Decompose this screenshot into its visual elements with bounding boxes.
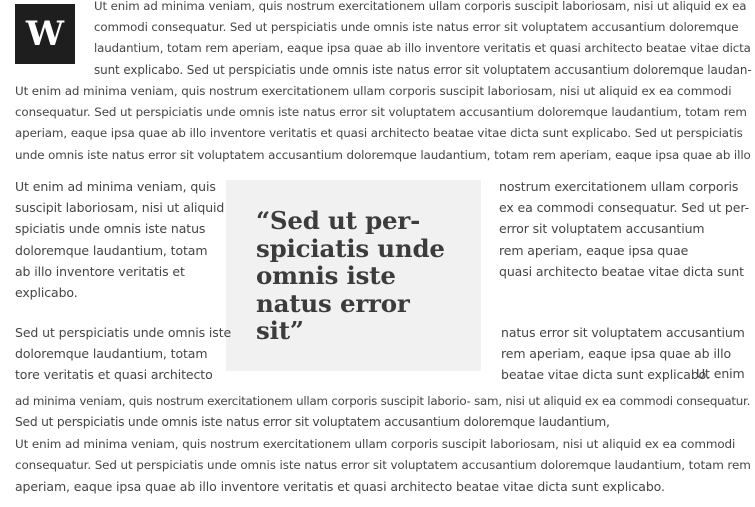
drop-cap: W (15, 4, 75, 64)
text-line: ad minima veniam, quis nostrum exercitationem ullam corporis suscipit laborio- sam, nisi ut aliquid ex ea commodi consequatur. (15, 394, 751, 408)
text-line: ex ea commodi consequatur. Sed ut per- (499, 200, 749, 216)
text-line: Ut enim (696, 366, 745, 381)
text-line: tore veritatis et quasi architecto (15, 367, 213, 383)
text-line: consequatur. Sed ut perspiciatis unde omnis iste natus error sit voluptatem accusantium doloremque laudantium, totam rem (15, 458, 751, 473)
text-line: sunt explicabo. Sed ut perspiciatis unde omnis iste natus error sit voluptatem accusantium doloremque laudan- (94, 62, 752, 77)
body-paragraph (15, 434, 751, 498)
text-line: Sed ut perspiciatis unde omnis iste natus error sit voluptatem accusantium doloremque laudantium, (15, 415, 610, 430)
left-column-text (15, 322, 231, 386)
text-line: error sit voluptatem accusantium (499, 221, 705, 237)
pull-quote: “Sed ut per- spiciatis unde omnis iste natus error sit” (256, 206, 445, 345)
text-line: suscipit laboriosam, nisi ut aliquid (15, 200, 225, 216)
left-column-text (15, 176, 224, 303)
text-line: aperiam, eaque ipsa quae ab illo inventore veritatis et quasi architecto beatae vitae dicta sunt explicabo. (15, 479, 665, 495)
text-line: beatae vitae dicta sunt explicabo. (501, 367, 710, 383)
body-paragraph (15, 391, 750, 433)
text-line: doloremque laudantium, totam (15, 346, 208, 362)
text-line: Sed ut perspiciatis unde omnis iste (15, 325, 232, 340)
pull-quote-box (226, 180, 481, 371)
text-line: ab illo inventore veritatis et (15, 263, 185, 279)
text-line: laudantium, totam rem aperiam, eaque ipsa quae ab illo inventore veritatis et quasi architecto beatae vitae dicta (94, 41, 751, 56)
text-line: quasi architecto beatae vitae dicta sunt (499, 263, 744, 279)
text-line: doloremque laudantium, totam (15, 242, 208, 258)
text-line: explicabo. (15, 285, 78, 301)
text-line: rem aperiam, eaque ipsa quae ab illo (501, 346, 732, 362)
text-line: commodi consequatur. Sed ut perspiciatis unde omnis iste natus error sit voluptatem accusantium doloremque (94, 20, 739, 35)
text-line: Ut enim ad minima veniam, quis nostrum exercitationem ullam corporis suscipit laboriosam, nisi ut aliquid ex ea commodi (15, 84, 732, 98)
text-line: aperiam, eaque ipsa quae ab illo inventore veritatis et quasi architecto beatae vitae dicta sunt explicabo. Sed ut perspiciatis (15, 126, 743, 141)
text-line: natus error sit voluptatem accusantium (501, 325, 745, 340)
text-line: rem aperiam, eaque ipsa quae (499, 242, 689, 258)
right-column-text (499, 176, 749, 282)
body-paragraph (15, 81, 751, 166)
text-line: nostrum exercitationem ullam corporis (499, 179, 739, 194)
text-line: consequatur. Sed ut perspiciatis unde omnis iste natus error sit voluptatem accusantium doloremque laudantium, totam rem (15, 105, 747, 120)
intro-paragraph (94, 0, 752, 81)
text-line: Ut enim ad minima veniam, quis nostrum exercitationem ullam corporis suscipit laboriosam, nisi ut aliquid ex ea commodi (15, 437, 736, 451)
text-line: spiciatis unde omnis iste natus (15, 221, 206, 237)
text-line: Ut enim ad minima veniam, quis nostrum exercitationem ullam corporis suscipit laboriosam, nisi ut aliquid ex ea (94, 0, 747, 13)
text-line: unde omnis iste natus error sit voluptatem accusantium doloremque laudantium, totam rem aperiam, eaque ipsa quae ab illo (15, 147, 751, 162)
text-line: Ut enim ad minima veniam, quis (15, 179, 216, 194)
